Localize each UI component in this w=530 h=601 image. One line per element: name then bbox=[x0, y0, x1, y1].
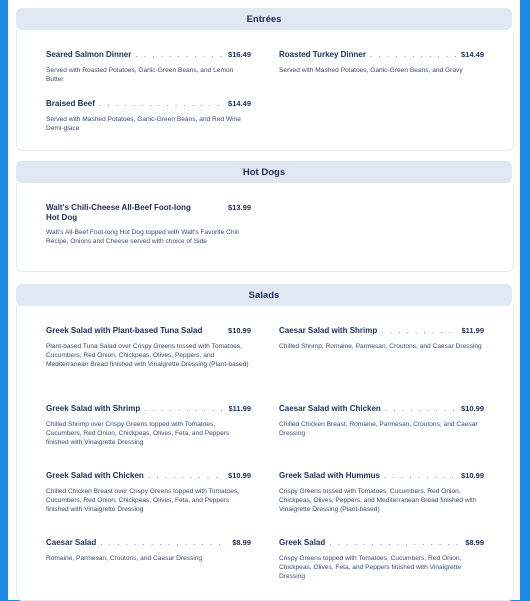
section-header-entrees bbox=[16, 8, 512, 30]
item-description: Served with Mashed Potatoes, Garlic-Green Beans, and Gravy bbox=[279, 67, 463, 74]
menu-item[interactable] bbox=[46, 538, 251, 563]
item-price: $10.99 bbox=[461, 471, 484, 480]
item-name: Walt's Chili-Cheese All-Beef Foot-long Hot Dog bbox=[46, 203, 191, 222]
menu-item[interactable] bbox=[279, 538, 484, 582]
dot-leader bbox=[135, 50, 224, 59]
dot-leader bbox=[385, 404, 457, 413]
section-title: Hot Dogs bbox=[242, 166, 286, 178]
item-name: Roasted Turkey Dinner bbox=[279, 50, 366, 59]
item-price: $11.99 bbox=[228, 404, 251, 413]
item-description: Walt's All-Beef Foot-long Hot Dog topped with Walt's Favorite Chili Recipe, Onions and Cheese served with choice of Side bbox=[46, 229, 239, 246]
dot-leader bbox=[100, 538, 228, 547]
item-price: $8.99 bbox=[465, 538, 484, 547]
item-price: $8.99 bbox=[232, 538, 251, 547]
item-price: $13.99 bbox=[228, 203, 251, 212]
item-price: $11.99 bbox=[461, 326, 484, 335]
section-header-hot-dogs bbox=[16, 161, 512, 183]
section-header-salads bbox=[16, 284, 512, 306]
item-description: Chilled Shrimp over Crispy Greens topped with Tomatoes, Cucumbers, Red Onion, Chickpeas, Olives, Feta, and Peppers finished with Vinaigrette Dressing bbox=[46, 421, 230, 447]
dot-leader bbox=[329, 538, 461, 547]
item-name: Greek Salad with Plant-based Tuna Salad bbox=[46, 326, 203, 335]
item-price: $16.49 bbox=[228, 50, 251, 59]
menu-panel bbox=[8, 0, 520, 600]
dot-leader bbox=[99, 99, 224, 108]
menu-item[interactable] bbox=[279, 50, 484, 75]
section-hot-dogs bbox=[16, 183, 514, 272]
item-description: Chilled Chicken Breast over Crispy Greens topped with Tomatoes, Cucumbers, Red Onion, Chickpeas, Olives, Feta, and Peppers finished with Vinaigrette Dressing bbox=[46, 488, 240, 514]
item-price: $10.99 bbox=[228, 326, 251, 335]
item-name: Greek Salad with Shrimp bbox=[46, 404, 141, 413]
menu-item[interactable] bbox=[46, 99, 251, 133]
dot-leader bbox=[144, 404, 224, 413]
dot-leader bbox=[384, 471, 457, 480]
item-description: Plant-based Tuna Salad over Crispy Greens tossed with Tomatoes, Cucumbers, Red Onion, Chickpeas, Olives, Peppers, and Mediterranean Bread finished with Vinaigrette Dressing (Plant-based) bbox=[46, 343, 249, 369]
item-description: Chilled Shrimp, Romaine, Parmesan, Croutons, and Caesar Dressing bbox=[279, 343, 482, 350]
item-name: Caesar Salad with Chicken bbox=[279, 404, 381, 413]
menu-item[interactable] bbox=[279, 404, 484, 438]
item-name: Braised Beef bbox=[46, 99, 95, 108]
section-title: Entrées bbox=[246, 13, 282, 25]
item-description: Crispy Greens tossed with Tomatoes, Cucumbers, Red Onion, Chickpeas, Olives, Peppers, and Mediterranean Bread finished with Vinaigrette Dressing (Plant-based) bbox=[279, 488, 477, 514]
item-description: Crispy Greens topped with Tomatoes, Cucumbers, Red Onion, Chickpeas, Olives, Feta, and Peppers finished with Vinaigrette Dressing bbox=[279, 555, 462, 581]
dot-leader bbox=[381, 326, 457, 335]
item-name: Seared Salmon Dinner bbox=[46, 50, 132, 59]
menu-item[interactable] bbox=[46, 471, 251, 515]
item-description: Served with Roasted Potatoes, Garlic-Green Beans, and Lemon Butter bbox=[46, 67, 234, 84]
section-title: Salads bbox=[248, 289, 280, 301]
menu-item[interactable] bbox=[46, 326, 251, 370]
item-name: Caesar Salad with Shrimp bbox=[279, 326, 378, 335]
menu-item[interactable] bbox=[46, 203, 251, 246]
item-price: $10.99 bbox=[461, 404, 484, 413]
section-entrees bbox=[16, 30, 514, 151]
item-price: $14.49 bbox=[461, 50, 484, 59]
menu-item[interactable] bbox=[46, 50, 251, 84]
section-salads bbox=[16, 306, 514, 601]
menu-item[interactable] bbox=[46, 404, 251, 448]
dot-leader bbox=[370, 50, 457, 59]
item-description: Chilled Chicken Breast, Romaine, Parmesan, Croutons, and Caesar Dressing bbox=[279, 421, 478, 438]
item-price: $10.99 bbox=[228, 471, 251, 480]
item-name: Greek Salad bbox=[279, 538, 326, 547]
item-description: Romaine, Parmesan, Croutons, and Caesar Dressing bbox=[46, 555, 203, 562]
item-name: Greek Salad with Hummus bbox=[279, 471, 380, 480]
item-description: Served with Mashed Potatoes, Garlic-Green Beans, and Red Wine Demi-glace bbox=[46, 116, 241, 133]
dot-leader bbox=[148, 471, 224, 480]
item-price: $14.49 bbox=[228, 99, 251, 108]
item-name: Caesar Salad bbox=[46, 538, 97, 547]
item-name: Greek Salad with Chicken bbox=[46, 471, 144, 480]
menu-item[interactable] bbox=[279, 471, 484, 515]
menu-item[interactable] bbox=[279, 326, 484, 351]
